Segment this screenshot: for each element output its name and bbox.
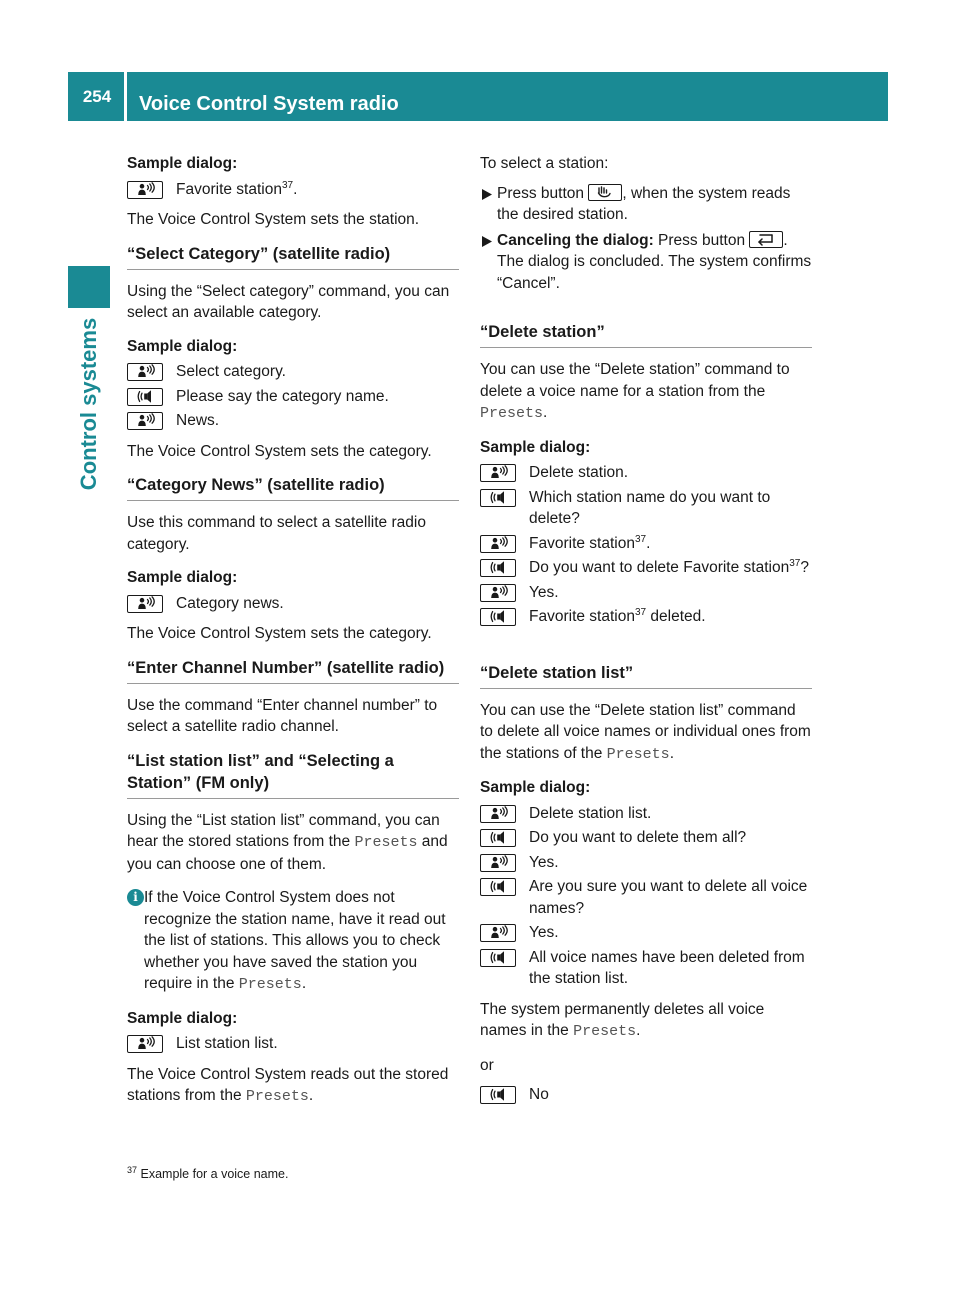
chapter-tab-marker — [68, 266, 110, 308]
dialog-text — [529, 803, 812, 825]
dialog-line — [480, 947, 812, 990]
text: . — [301, 975, 307, 992]
presets-term: Presets — [238, 976, 302, 993]
presets-term: Presets — [573, 1023, 637, 1040]
system-response-icon — [480, 878, 516, 896]
text: . — [636, 1022, 641, 1039]
dialog-line — [480, 606, 812, 628]
voice-command-icon — [127, 181, 163, 199]
paragraph: The Voice Control System sets the category. — [127, 625, 432, 642]
dialog — [127, 1033, 459, 1055]
dialog-line — [480, 582, 812, 604]
text: Please say the category name. — [176, 387, 389, 405]
dialog-line — [480, 557, 812, 579]
info-note — [127, 887, 459, 996]
step — [480, 230, 812, 295]
dialog-text — [529, 876, 812, 919]
dialog-line — [480, 1084, 812, 1106]
text: and you can choose one of them. — [127, 833, 448, 873]
presets-term: Presets — [354, 834, 418, 851]
footnote-ref: 37 — [789, 558, 801, 569]
voice-command-icon — [480, 464, 516, 482]
presets-term: Presets — [480, 405, 544, 422]
dialog — [127, 593, 459, 615]
system-response-icon — [480, 559, 516, 577]
text: News. — [176, 412, 220, 429]
system-response-icon — [127, 388, 163, 406]
step-text — [497, 183, 812, 226]
system-response-icon — [480, 829, 516, 847]
text: Do you want to delete them all? — [529, 829, 747, 846]
paragraph: or — [480, 1056, 494, 1074]
text: The dialog is concluded. The system confirms “Cancel”. — [497, 253, 812, 292]
text: If the Voice Control System does not recognize the station name, have it read out the list of stations. This allows you to check whether you have saved the station you require in the — [144, 889, 446, 992]
text: Favorite station — [176, 180, 282, 198]
dialog-text — [529, 487, 812, 530]
dialog-text — [529, 827, 812, 849]
paragraph: The Voice Control System sets the station. — [127, 211, 420, 228]
paragraph — [480, 999, 812, 1043]
paragraph: To select a station: — [480, 155, 609, 172]
dialog-line — [480, 533, 812, 555]
text: deleted. — [646, 608, 706, 625]
section-heading: “List station list” and “Selecting a Station” (FM only) — [127, 750, 459, 799]
text: . — [308, 1087, 314, 1104]
section-heading: “Enter Channel Number” (satellite radio) — [127, 657, 459, 684]
dialog-line — [480, 803, 812, 825]
text: You can use the “Delete station” command to delete a voice name for a station from the — [480, 361, 790, 400]
dialog-text — [529, 1084, 812, 1106]
paragraph: Use this command to select a satellite radio category. — [127, 514, 426, 553]
text: The system permanently deletes all voice names in the — [480, 1000, 765, 1039]
voice-command-icon — [127, 363, 163, 381]
dialog-text — [529, 947, 812, 990]
dialog-line — [480, 876, 812, 919]
text: Delete station. — [529, 464, 629, 481]
dialog-line — [127, 593, 459, 615]
paragraph — [127, 810, 459, 876]
text: Yes. — [529, 924, 559, 941]
paragraph: Using the “Select category” command, you can select an available category. — [127, 282, 450, 321]
footnote-ref: 37 — [281, 179, 294, 191]
info-text — [144, 887, 459, 996]
text: Yes. — [529, 853, 559, 871]
system-response-icon — [480, 1086, 516, 1104]
dialog-line — [480, 922, 812, 944]
chapter-tab — [68, 308, 110, 500]
chapter-label: Control systems — [76, 317, 101, 491]
footnote-ref: 37 — [634, 607, 647, 618]
page-number: 254 — [82, 87, 112, 106]
sample-dialog-label: Sample dialog: — [480, 438, 591, 456]
text: No — [529, 1086, 549, 1103]
dialog — [480, 803, 812, 990]
text: Canceling the dialog: — [497, 231, 654, 249]
voice-command-icon — [480, 535, 516, 553]
text: Favorite station — [529, 534, 635, 552]
dialog-line — [480, 827, 812, 849]
footnote-text: Example for a voice name. — [137, 1167, 289, 1181]
section-heading: “Delete station list” — [480, 662, 812, 689]
voice-command-icon — [127, 412, 163, 430]
section-heading: “Category News” (satellite radio) — [127, 474, 459, 501]
system-response-icon — [480, 949, 516, 967]
dialog — [127, 361, 459, 432]
text: All voice names have been deleted from the station list. — [529, 948, 805, 987]
text: ? — [800, 559, 809, 576]
text: . — [646, 534, 651, 552]
dialog-text — [176, 1033, 459, 1055]
sample-dialog-label: Sample dialog: — [127, 155, 238, 172]
paragraph: The Voice Control System sets the category. — [127, 442, 432, 460]
paragraph — [480, 700, 812, 766]
dialog-text — [176, 179, 459, 201]
dialog-text — [529, 606, 812, 628]
text: Favorite station — [529, 608, 635, 625]
text: . — [669, 744, 674, 762]
footnote-number: 37 — [127, 1165, 138, 1175]
text: Category news. — [176, 594, 284, 612]
dialog — [480, 1084, 812, 1106]
dialog-text — [176, 410, 459, 432]
voice-command-icon — [127, 595, 163, 613]
text: Select category. — [176, 363, 286, 380]
sample-dialog-label: Sample dialog: — [480, 779, 591, 796]
left-column — [127, 153, 459, 1120]
text: Are you sure you want to delete all voice names? — [529, 878, 808, 917]
text: Delete station list. — [529, 804, 652, 822]
text: Press button — [653, 231, 746, 249]
text: . — [293, 180, 298, 198]
text: The Voice Control System reads out the stored stations from the — [127, 1065, 449, 1104]
page-title: Voice Control System radio — [139, 93, 399, 115]
voice-command-icon — [480, 854, 516, 872]
dialog-line — [127, 386, 459, 408]
text: . — [783, 231, 788, 249]
dialog-line — [127, 410, 459, 432]
text: Yes. — [529, 583, 559, 601]
dialog-text — [529, 533, 812, 555]
dialog — [127, 179, 459, 201]
sample-dialog-label: Sample dialog: — [127, 337, 238, 355]
paragraph — [127, 1064, 459, 1108]
presets-term: Presets — [245, 1088, 309, 1105]
step-arrow-icon — [480, 183, 497, 204]
text: List station list. — [176, 1035, 278, 1052]
voice-command-icon — [480, 584, 516, 602]
footnote — [127, 1165, 288, 1183]
footnote-ref: 37 — [634, 533, 647, 545]
text: Using the “List station list” command, you can hear the stored stations from the — [127, 811, 440, 850]
step — [480, 183, 812, 226]
sample-dialog-label: Sample dialog: — [127, 569, 238, 586]
talk-button-icon — [588, 184, 622, 201]
step-text — [497, 230, 812, 295]
dialog-text — [529, 582, 812, 604]
text: You can use the “Delete station list” command to delete all voice names or individual ones from the stations of the — [480, 701, 811, 762]
dialog-text — [176, 593, 459, 615]
dialog-text — [176, 386, 459, 408]
section-heading: “Select Category” (satellite radio) — [127, 243, 459, 270]
dialog-text — [529, 922, 812, 944]
text: . — [543, 404, 548, 421]
voice-command-icon — [127, 1035, 163, 1053]
text: Press button — [497, 184, 585, 202]
text: Which station name do you want to delete? — [529, 488, 771, 527]
dialog-text — [529, 557, 812, 579]
section-heading: “Delete station” — [480, 321, 812, 348]
info-icon: i — [127, 889, 144, 906]
presets-term: Presets — [606, 745, 670, 763]
dialog-text — [529, 852, 812, 874]
system-response-icon — [480, 489, 516, 507]
dialog-text — [529, 462, 812, 484]
dialog-text — [176, 361, 459, 383]
dialog-line — [127, 179, 459, 201]
right-column — [480, 153, 812, 1115]
dialog-line — [127, 361, 459, 383]
step-arrow-icon — [480, 230, 497, 251]
dialog-line — [480, 462, 812, 484]
back-button-icon — [749, 231, 783, 248]
dialog — [480, 462, 812, 628]
text: Do you want to delete Favorite station — [529, 559, 790, 576]
voice-command-icon — [480, 805, 516, 823]
text: , when the system reads the desired station. — [497, 184, 791, 223]
system-response-icon — [480, 608, 516, 626]
dialog-line — [480, 487, 812, 530]
paragraph — [480, 359, 812, 425]
sample-dialog-label: Sample dialog: — [127, 1009, 238, 1027]
paragraph: Use the command “Enter channel number” to select a satellite radio channel. — [127, 696, 438, 735]
voice-command-icon — [480, 924, 516, 942]
dialog-line — [480, 852, 812, 874]
dialog-line — [127, 1033, 459, 1055]
header-divider — [124, 72, 127, 121]
